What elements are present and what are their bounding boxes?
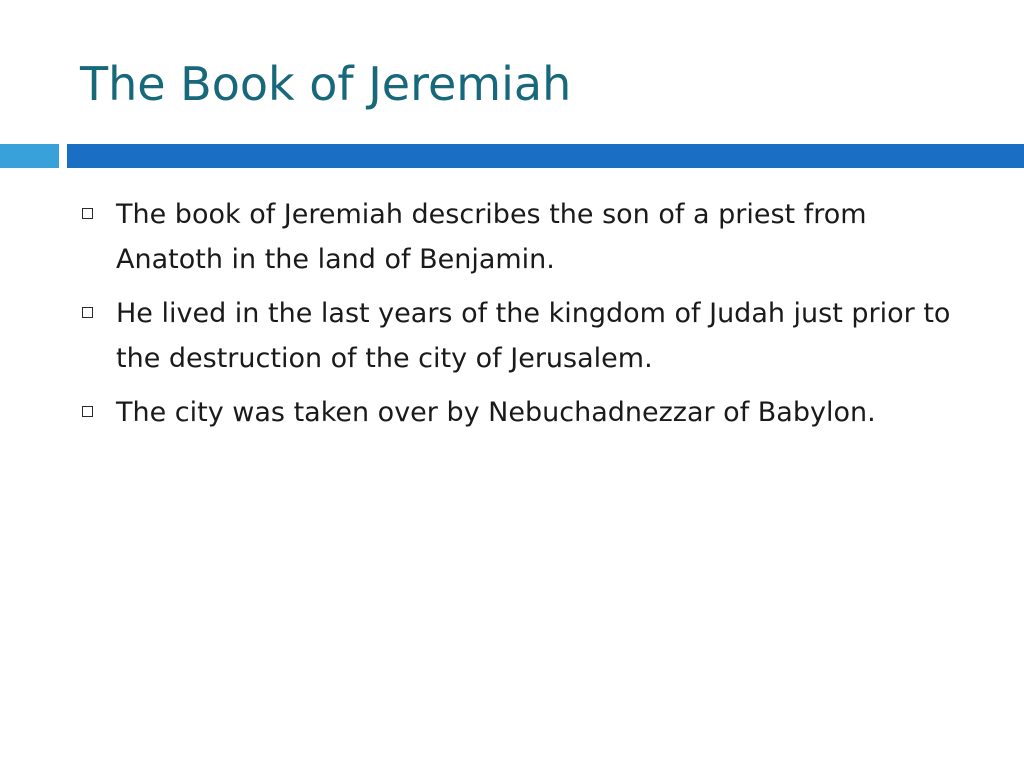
bullet-text: He lived in the last years of the kingdom of Judah just prior to the destruction of the city of Jerusalem. — [116, 298, 951, 374]
slide-title: The Book of Jeremiah — [80, 57, 572, 111]
hollow-square-bullet-icon — [82, 406, 93, 417]
bullet-text: The book of Jeremiah describes the son of a priest from Anatoth in the land of Benjamin. — [116, 199, 867, 275]
bullet-text: The city was taken over by Nebuchadnezzar of Babylon. — [116, 397, 876, 428]
title-underline-bar — [67, 144, 1024, 168]
bullet-item — [80, 291, 980, 381]
bullet-item — [80, 390, 980, 435]
title-underline-accent-bar — [0, 144, 59, 168]
bullet-list — [80, 192, 980, 444]
hollow-square-bullet-icon — [82, 208, 93, 219]
hollow-square-bullet-icon — [82, 307, 93, 318]
bullet-item — [80, 192, 980, 282]
